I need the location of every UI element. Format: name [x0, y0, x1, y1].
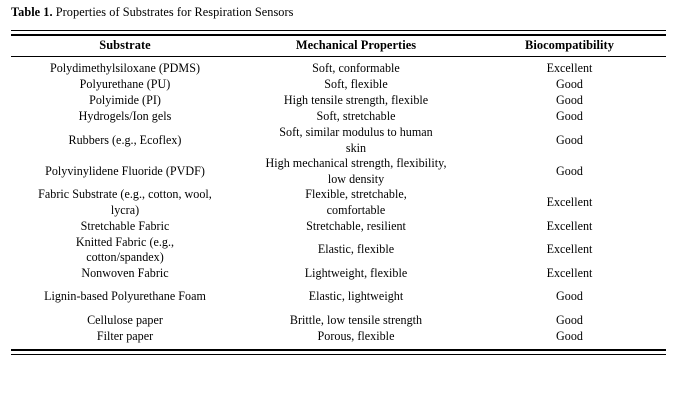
cell-mechanical: Elastic, lightweight	[308, 289, 404, 304]
cell-biocompatibility: Excellent	[546, 242, 593, 257]
cell-substrate: Polyimide (PI)	[89, 93, 161, 108]
table-caption-label: Table 1.	[11, 5, 53, 19]
cell-biocompatibility: Good	[556, 163, 583, 178]
cell-substrate: Polyvinylidene Fluoride (PVDF)	[45, 163, 205, 178]
table-row	[11, 187, 666, 218]
table-row	[11, 329, 666, 345]
cell-mechanical: Porous, flexible	[317, 328, 395, 343]
column-header-substrate: Substrate	[11, 36, 239, 57]
cell-biocompatibility: Excellent	[546, 218, 593, 233]
cell-substrate: Stretchable Fabric	[80, 218, 170, 233]
table-row	[11, 156, 666, 187]
cell-mechanical: Soft, stretchable	[316, 109, 396, 124]
table-row	[11, 125, 666, 156]
cell-mechanical: Soft, conformable	[312, 61, 400, 76]
column-header-mechanical-properties: Mechanical Properties	[239, 36, 473, 57]
table-container	[11, 30, 666, 355]
cell-mechanical: High tensile strength, flexible	[283, 93, 429, 108]
cell-substrate: Lignin-based Polyurethane Foam	[44, 289, 206, 304]
table-row	[11, 235, 666, 266]
cell-biocompatibility: Good	[556, 289, 583, 304]
table-header	[11, 36, 666, 57]
cell-mechanical: Stretchable, resilient	[306, 218, 406, 233]
cell-mechanical: Elastic, flexible	[317, 242, 395, 257]
table-row	[11, 93, 666, 109]
table-row	[11, 313, 666, 329]
cell-mechanical: High mechanical strength, flexibility, low density	[265, 156, 447, 186]
cell-substrate: Polyurethane (PU)	[79, 77, 171, 92]
cell-biocompatibility: Excellent	[546, 195, 593, 210]
table-bottom-rule	[11, 349, 666, 355]
table-row	[11, 109, 666, 125]
cell-substrate: Filter paper	[96, 328, 154, 343]
cell-biocompatibility: Good	[556, 109, 583, 124]
cell-biocompatibility: Good	[556, 132, 583, 147]
table-body	[11, 57, 666, 349]
cell-substrate: Polydimethylsiloxane (PDMS)	[49, 61, 201, 76]
table-row	[11, 282, 666, 313]
substrate-properties-table	[11, 36, 666, 349]
cell-mechanical: Soft, similar modulus to human skin	[279, 125, 433, 155]
cell-biocompatibility: Excellent	[546, 61, 593, 76]
cell-substrate: Fabric Substrate (e.g., cotton, wool, lycra)	[38, 187, 212, 217]
cell-mechanical: Lightweight, flexible	[304, 265, 408, 280]
cell-substrate: Rubbers (e.g., Ecoflex)	[68, 132, 182, 147]
table-caption-text: Properties of Substrates for Respiration Sensors	[52, 5, 294, 19]
table-row	[11, 266, 666, 282]
cell-mechanical: Soft, flexible	[324, 77, 388, 92]
cell-substrate: Hydrogels/Ion gels	[78, 109, 172, 124]
cell-biocompatibility: Good	[556, 77, 583, 92]
cell-substrate: Knitted Fabric (e.g., cotton/spandex)	[75, 234, 175, 265]
cell-mechanical: Brittle, low tensile strength	[289, 312, 423, 327]
table-row	[11, 219, 666, 235]
cell-mechanical: Flexible, stretchable, comfortable	[305, 187, 407, 217]
cell-biocompatibility: Good	[556, 312, 583, 327]
cell-substrate: Cellulose paper	[87, 312, 163, 327]
cell-biocompatibility: Good	[556, 93, 583, 108]
cell-biocompatibility: Good	[556, 328, 583, 343]
table-header-row	[11, 36, 666, 57]
cell-substrate: Nonwoven Fabric	[81, 265, 169, 280]
table-row	[11, 61, 666, 77]
column-header-biocompatibility: Biocompatibility	[473, 36, 666, 57]
cell-biocompatibility: Excellent	[546, 265, 593, 280]
table-caption	[11, 5, 293, 20]
table-row	[11, 77, 666, 93]
